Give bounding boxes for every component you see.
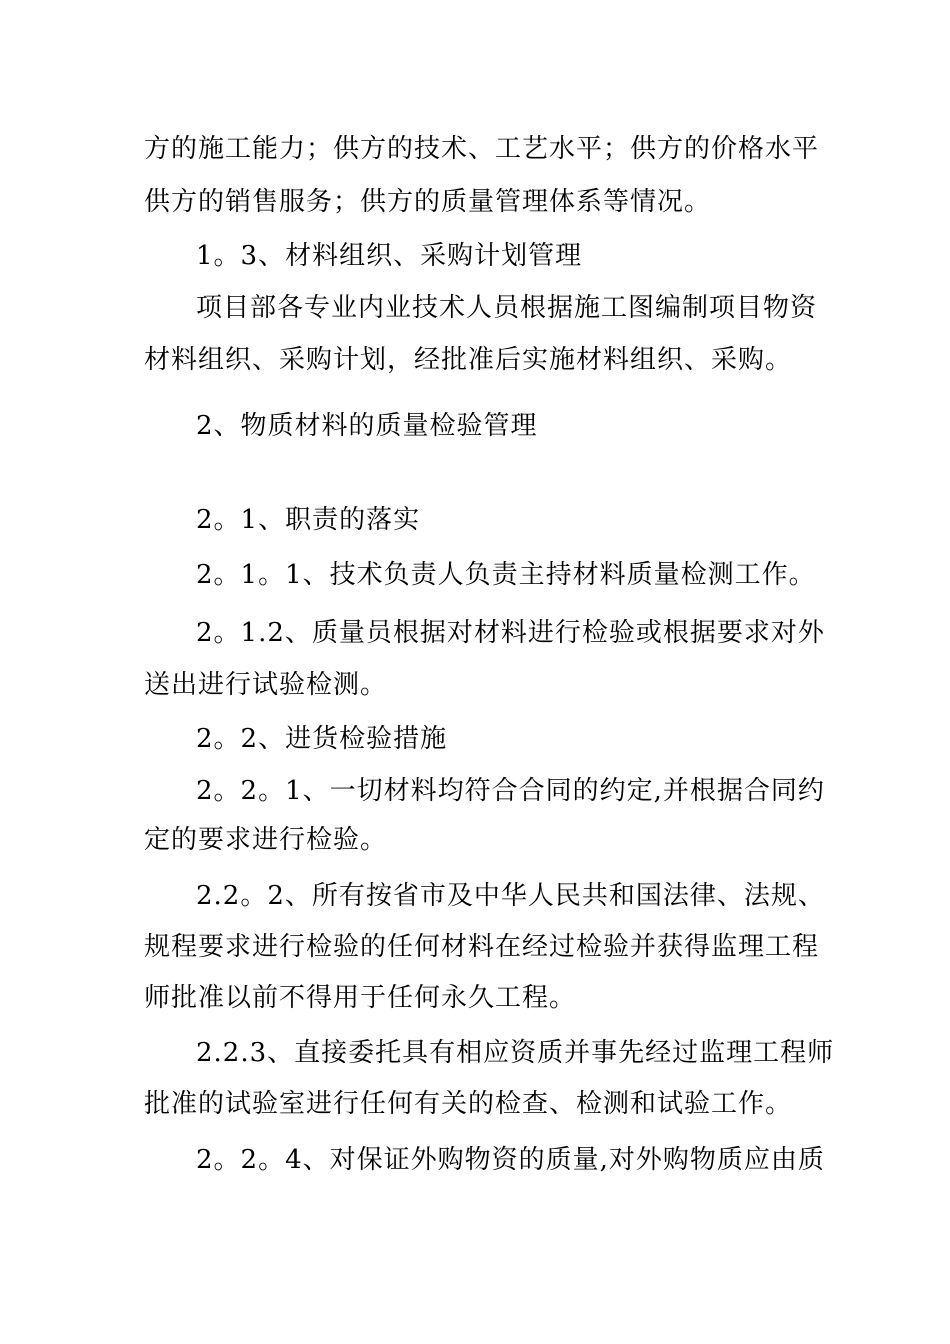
text-line: 方的施工能力；供方的技术、工艺水平；供方的价格水平 [144, 134, 820, 164]
text-line: 材料组织、采购计划，经批准后实施材料组织、采购。 [144, 345, 793, 375]
section-heading: 2。1、职责的落实 [196, 505, 421, 535]
text-line: 师批准以前不得用于任何永久工程。 [144, 983, 577, 1013]
text-line: 2。1.2、质量员根据对材料进行检验或根据要求对外 [196, 618, 825, 648]
text-line: 规程要求进行检验的任何材料在经过检验并获得监理工程 [144, 932, 820, 962]
text-line: 供方的销售服务；供方的质量管理体系等情况。 [144, 187, 712, 217]
text-line: 批准的试验室进行任何有关的检查、检测和试验工作。 [144, 1089, 793, 1119]
section-heading: 2、物质材料的质量检验管理 [196, 411, 538, 441]
text-line: 2。1。1、技术负责人负责主持材料质量检测工作。 [196, 560, 816, 590]
section-heading: 2。2、进货检验措施 [196, 724, 448, 754]
text-line: 2。2。4、对保证外购物资的质量,对外购物质应由质 [196, 1145, 825, 1175]
text-line: 2。2。1、一切材料均符合合同的约定,并根据合同约 [196, 776, 825, 806]
text-line: 2.2.3、直接委托具有相应资质并事先经过监理工程师 [196, 1038, 835, 1068]
text-line: 定的要求进行检验。 [144, 825, 388, 855]
text-line: 送出进行试验检测。 [144, 670, 388, 700]
section-heading: 1。3、材料组织、采购计划管理 [196, 241, 583, 271]
text-line: 项目部各专业内业技术人员根据施工图编制项目物资 [196, 293, 818, 323]
text-line: 2.2。2、所有按省市及中华人民共和国法律、法规、 [196, 881, 825, 911]
